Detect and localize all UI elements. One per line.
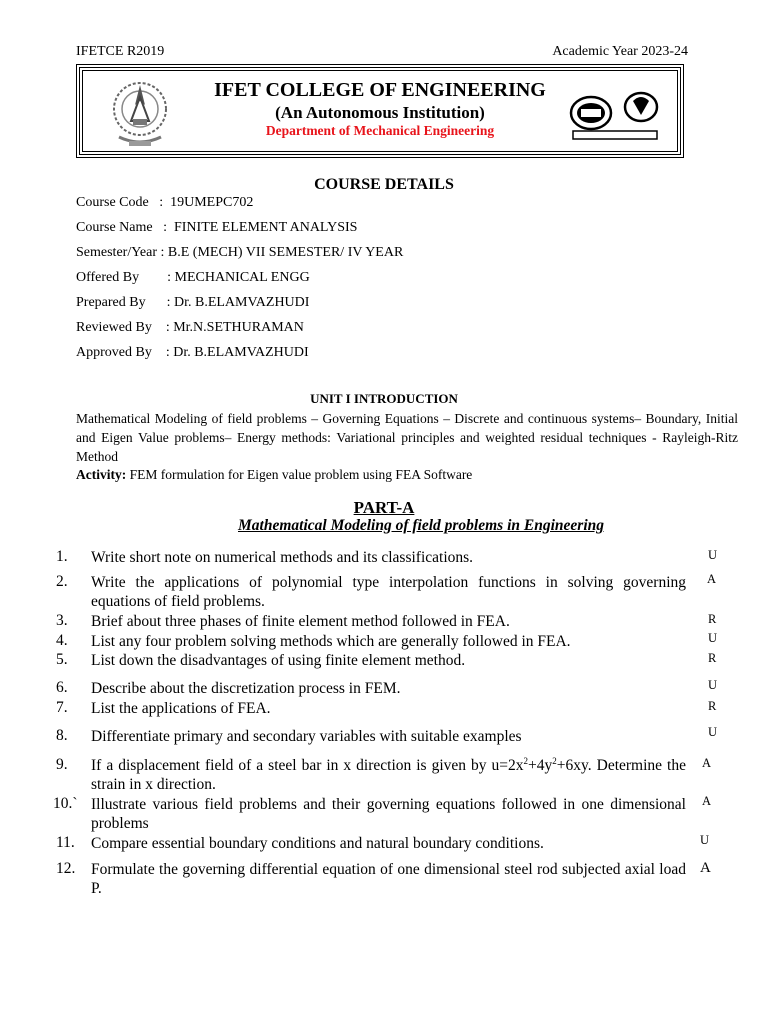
question-text: Brief about three phases of finite element method followed in FEA. [91,613,510,630]
question-number: 7. [56,699,68,716]
question-number: 3. [56,612,68,629]
activity-text: FEM formulation for Eigen value problem using FEA Software [126,467,473,482]
question-number: 5. [56,651,68,668]
question-level: R [708,651,717,665]
question-level: A [707,572,717,586]
question-text: Write short note on numerical methods and its classifications. [91,549,474,566]
header-regulation: IFETCE R2019 [76,44,165,59]
offered-by: Offered By : MECHANICAL ENGG [76,270,310,285]
college-name: IFET COLLEGE OF ENGINEERING [214,79,546,101]
activity-label: Activity: [76,467,127,482]
semester-year: Semester/Year : B.E (MECH) VII SEMESTER/ IV YEAR [76,245,404,260]
question-text: List down the disadvantages of using finite element method. [91,652,466,669]
question-number: 10.` [53,795,78,812]
exponent: 2 [523,755,529,766]
course-name: Course Name : FINITE ELEMENT ANALYSIS [76,220,358,235]
question-level: U [708,548,718,562]
question-text: Formulate the governing differential equation of one dimensional steel rod subjected axial load P. [91,861,686,897]
college-banner [76,64,684,158]
question-number: 8. [56,727,68,744]
reviewed-by: Reviewed By : Mr.N.SETHURAMAN [76,320,304,335]
question-number: 11. [56,834,75,851]
question-level: U [700,833,710,847]
question-level: R [708,699,717,713]
course-code: Course Code : 19UMEPC702 [76,195,254,210]
autonomous-tag: (An Autonomous Institution) [275,103,485,122]
question-number: 6. [56,679,68,696]
question-level: A [702,794,712,808]
question-text: Illustrate various field problems and their governing equations followed in one dimensional problems [91,796,686,832]
question-number: 4. [56,632,68,649]
header-academic-year: Academic Year 2023-24 [552,44,688,59]
certification-logo-icon [569,85,661,143]
approved-by: Approved By : Dr. B.ELAMVAZHUDI [76,345,309,360]
question-level: U [708,678,718,692]
activity-line [76,467,472,483]
question-level: U [708,631,718,645]
question-number: 12. [56,860,76,877]
question-number: 1. [56,548,68,565]
part-a-heading: PART-A [353,498,415,517]
question-text: List the applications of FEA. [91,700,271,717]
question-level: A [700,860,711,876]
question-text: Differentiate primary and secondary variables with suitable examples [91,728,522,745]
question-level: R [708,612,717,626]
unit-title: UNIT I INTRODUCTION [310,391,458,406]
question-text: Compare essential boundary conditions and natural boundary conditions. [91,835,544,852]
question-text: Write the applications of polynomial type interpolation functions in solving governing equations of field problems. [91,574,686,610]
part-a-subtitle: Mathematical Modeling of field problems in Engineering [238,517,604,534]
department-name: Department of Mechanical Engineering [265,123,495,138]
course-details-heading: COURSE DETAILS [314,176,454,193]
question-number: 9. [56,756,68,773]
question-text-part: If a displacement field of a steel bar in x direction is given by u=2x [91,757,524,774]
question-level: U [708,725,718,739]
exponent: 2 [552,755,557,766]
question-number: 2. [56,573,68,590]
question-text-part: +6xy. Determine the strain in x direction. [91,757,686,793]
prepared-by: Prepared By : Dr. B.ELAMVAZHUDI [76,295,310,310]
question-level: A [702,756,712,770]
question-text [91,756,686,794]
question-text-part: +4y [528,757,553,774]
question-text: Describe about the discretization process in FEM. [91,680,401,697]
question-text: List any four problem solving methods which are generally followed in FEA. [91,633,571,650]
unit-description: Mathematical Modeling of field problems – Governing Equations – Discrete and continuous systems– Boundary, Initial and Eigen Value problems– Energy methods: Variational principles and weighted residual techniques - Rayleigh-Ritz Method [76,411,738,464]
